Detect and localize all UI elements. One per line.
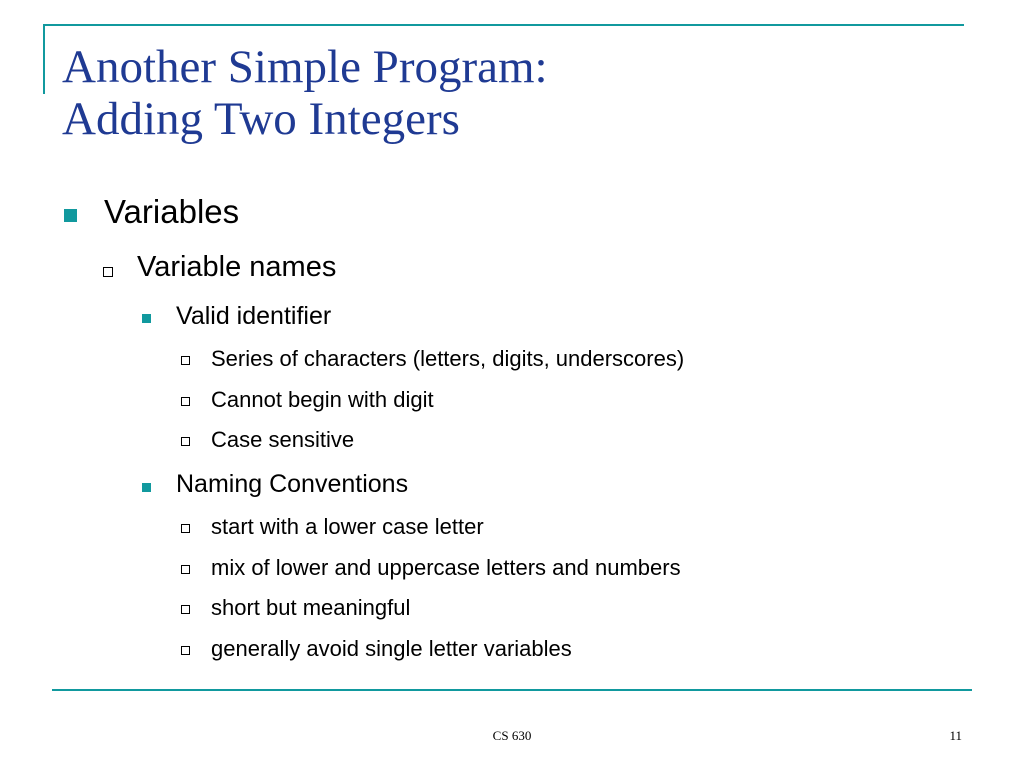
hollow-square-bullet-icon [181,397,190,406]
footer-page-number: 11 [949,728,962,743]
hollow-square-bullet-icon [181,565,190,574]
hollow-square-bullet-icon [181,356,190,365]
hollow-square-bullet-icon [181,524,190,533]
bullet-text: Series of characters (letters, digits, underscores) [211,346,685,371]
bullet-text: start with a lower case letter [211,514,484,539]
bullet-text: Variables [104,193,240,230]
filled-square-bullet-icon [142,314,151,323]
footer-course: CS 630 [492,728,532,743]
title-line-1: Another Simple Program: [62,41,548,93]
hollow-square-bullet-icon [181,605,190,614]
bullet-short-meaningful [211,595,410,621]
bullet-text: Case sensitive [211,427,355,452]
bullet-variable-names [137,251,336,284]
bullet-text: short but meaningful [211,595,411,620]
bullet-valid-identifier [176,302,331,331]
bullet-text: Variable names [137,251,337,283]
bullet-variables [104,193,239,231]
bullet-avoid-single-letter [211,636,572,662]
bullet-text: generally avoid single letter variables [211,636,572,661]
hollow-square-bullet-icon [103,267,113,277]
bullet-case-sensitive [211,427,354,453]
bullet-cannot-begin-with-digit [211,387,434,413]
bullet-text: mix of lower and uppercase letters and numbers [211,555,681,580]
bullet-mix-of-case [211,555,681,581]
bullet-naming-conventions [176,470,408,499]
hollow-square-bullet-icon [181,437,190,446]
bullet-start-with-lowercase [211,514,484,540]
bullet-series-of-characters [211,346,684,372]
hollow-square-bullet-icon [181,646,190,655]
filled-square-bullet-icon [64,209,77,222]
bottom-rule [52,689,972,691]
bullet-text: Valid identifier [176,302,332,330]
bullet-text: Naming Conventions [176,470,409,498]
filled-square-bullet-icon [142,483,151,492]
bullet-text: Cannot begin with digit [211,387,434,412]
title-line-2: Adding Two Integers [62,93,460,145]
